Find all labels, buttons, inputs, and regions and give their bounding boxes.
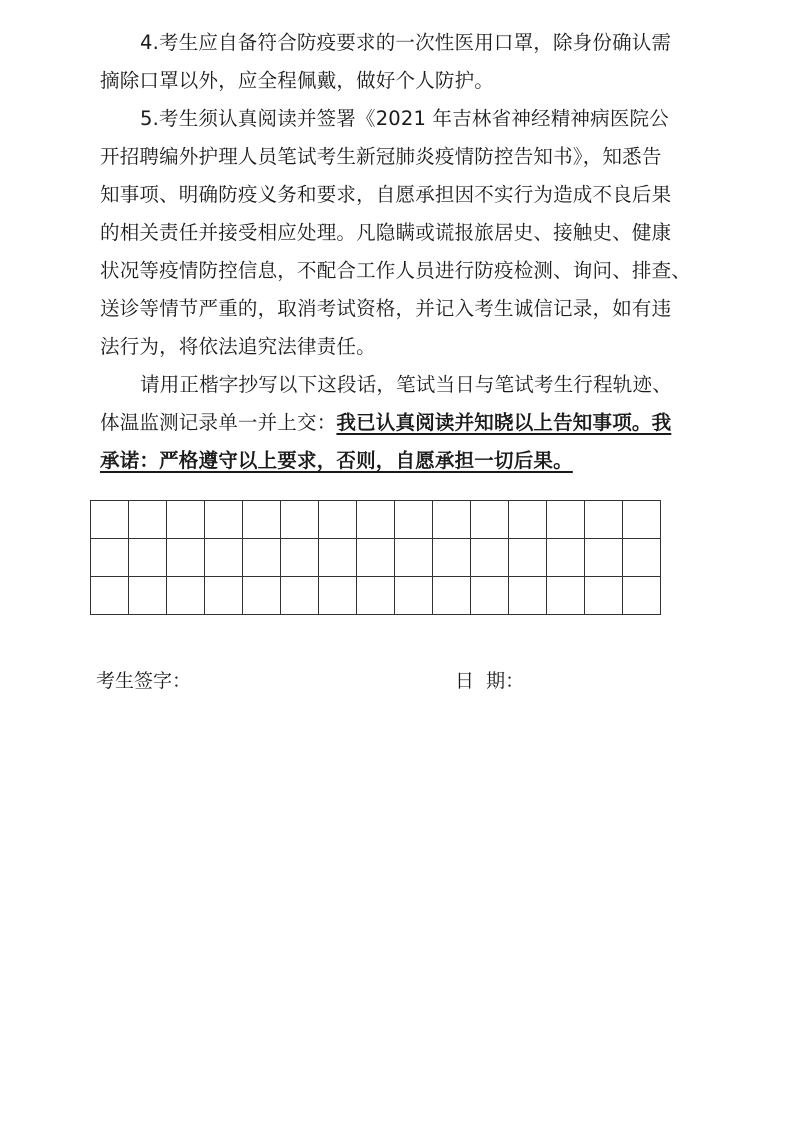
grid-cell[interactable] — [623, 539, 661, 577]
grid-cell[interactable] — [91, 539, 129, 577]
pledge-text-part-1: 我已认真阅读并知晓以上告知事项。我 — [336, 411, 672, 434]
grid-cell[interactable] — [357, 501, 395, 539]
grid-cell[interactable] — [509, 539, 547, 577]
grid-cell[interactable] — [243, 577, 281, 615]
grid-cell[interactable] — [319, 577, 357, 615]
grid-cell[interactable] — [471, 577, 509, 615]
grid-cell[interactable] — [547, 501, 585, 539]
paragraph-6-line-2-prefix: 体温监测记录单一并上交： — [100, 411, 337, 434]
paragraph-5-line-6: 送诊等情节严重的，取消考试资格，并记入考生诚信记录，如有违 — [100, 297, 672, 320]
grid-cell[interactable] — [319, 539, 357, 577]
grid-cell[interactable] — [547, 539, 585, 577]
grid-cell[interactable] — [129, 577, 167, 615]
grid-cell[interactable] — [205, 501, 243, 539]
grid-cell[interactable] — [471, 539, 509, 577]
date-label: 日 期： — [455, 670, 525, 692]
paragraph-6-line-2 — [100, 410, 710, 436]
paragraph-5-line-5: 状况等疫情防控信息，不配合工作人员进行防疫检测、询问、排查、 — [100, 259, 692, 282]
grid-cell[interactable] — [167, 501, 205, 539]
pledge-text-part-2: 承诺：严格遵守以上要求，否则，自愿承担一切后果。 — [100, 449, 573, 472]
grid-cell[interactable] — [433, 539, 471, 577]
paragraph-5-line-3: 知事项、明确防疫义务和要求，自愿承担因不实行为造成不良后果 — [100, 183, 672, 206]
grid-cell[interactable] — [395, 501, 433, 539]
grid-cell[interactable] — [281, 501, 319, 539]
grid-cell[interactable] — [319, 501, 357, 539]
grid-cell[interactable] — [281, 539, 319, 577]
grid-cell[interactable] — [129, 539, 167, 577]
handwriting-grid[interactable] — [90, 500, 661, 615]
grid-cell[interactable] — [623, 577, 661, 615]
paragraph-5-line-1: 5.考生须认真阅读并签署《2021 年吉林省神经精神病医院公 — [140, 107, 669, 130]
grid-cell[interactable] — [243, 539, 281, 577]
grid-cell[interactable] — [585, 539, 623, 577]
grid-cell[interactable] — [129, 501, 167, 539]
grid-cell[interactable] — [395, 577, 433, 615]
paragraph-6-line-3 — [100, 448, 710, 474]
paragraph-5-line-4: 的相关责任并接受相应处理。凡隐瞒或谎报旅居史、接触史、健康 — [100, 221, 672, 244]
signature-label: 考生签字： — [96, 670, 192, 692]
grid-cell[interactable] — [281, 577, 319, 615]
grid-row — [91, 577, 661, 615]
grid-cell[interactable] — [357, 539, 395, 577]
grid-cell[interactable] — [167, 539, 205, 577]
grid-cell[interactable] — [91, 501, 129, 539]
grid-cell[interactable] — [585, 501, 623, 539]
grid-row — [91, 539, 661, 577]
paragraph-6-line-1: 请用正楷字抄写以下这段话，笔试当日与笔试考生行程轨迹、 — [140, 373, 672, 396]
grid-cell[interactable] — [509, 577, 547, 615]
grid-cell[interactable] — [509, 501, 547, 539]
grid-cell[interactable] — [167, 577, 205, 615]
grid-cell[interactable] — [91, 577, 129, 615]
grid-cell[interactable] — [205, 577, 243, 615]
paragraph-4-line-1: 4.考生应自备符合防疫要求的一次性医用口罩，除身份确认需 — [140, 31, 672, 54]
paragraph-5-line-7: 法行为，将依法追究法律责任。 — [100, 335, 376, 358]
grid-cell[interactable] — [547, 577, 585, 615]
grid-cell[interactable] — [471, 501, 509, 539]
grid-cell[interactable] — [395, 539, 433, 577]
grid-row — [91, 501, 661, 539]
paragraph-5-line-2: 开招聘编外护理人员笔试考生新冠肺炎疫情防控告知书》，知悉告 — [100, 145, 662, 168]
grid-cell[interactable] — [585, 577, 623, 615]
grid-cell[interactable] — [433, 501, 471, 539]
grid-cell[interactable] — [205, 539, 243, 577]
grid-cell[interactable] — [623, 501, 661, 539]
paragraph-4-line-2: 摘除口罩以外，应全程佩戴，做好个人防护。 — [100, 69, 495, 92]
grid-cell[interactable] — [243, 501, 281, 539]
grid-cell[interactable] — [433, 577, 471, 615]
grid-cell[interactable] — [357, 577, 395, 615]
